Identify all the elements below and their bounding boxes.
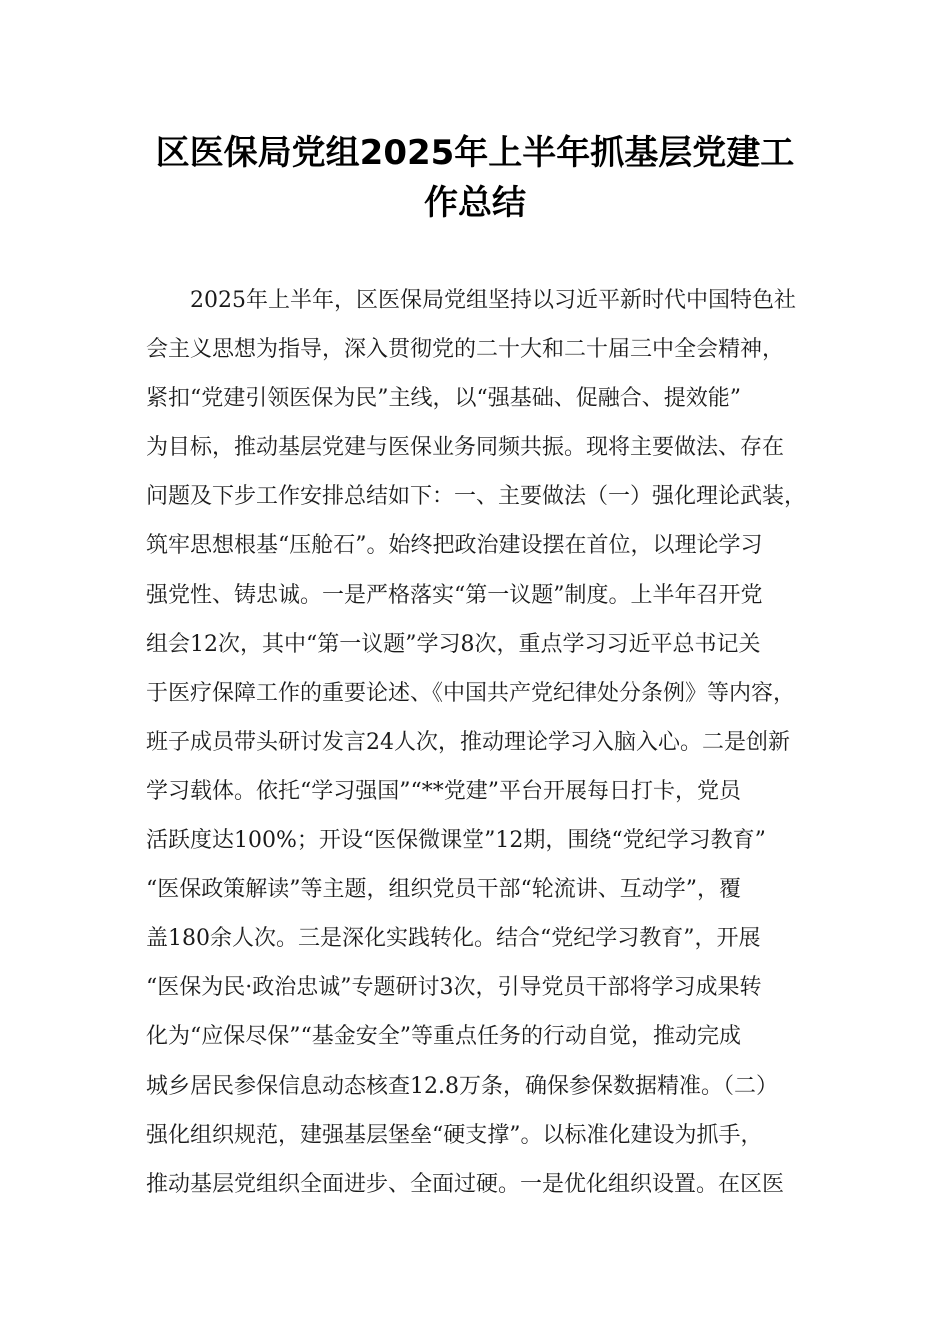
- body-line-4: 为目标，推动基层党建与医保业务同频共振。现将主要做法、存在: [146, 435, 785, 461]
- body-line-5: 问题及下步工作安排总结如下：一、主要做法（一）强化理论武装，: [146, 484, 807, 510]
- title-line-2: 作总结: [424, 183, 526, 223]
- body-line-12: 活跃度达100%；开设“医保微课堂”12期，围绕“党纪学习教育”: [146, 828, 766, 854]
- body-line-9: 于医疗保障工作的重要论述、《中国共产党纪律处分条例》等内容，: [146, 680, 796, 706]
- body-line-18: 强化组织规范，建强基层堡垒“硬支撑”。以标准化建设为抓手，: [146, 1122, 763, 1148]
- body-line-1: 2025年上半年，区医保局党组坚持以习近平新时代中国特色社: [190, 288, 796, 313]
- document-body: [146, 282, 826, 1215]
- body-line-10: 班子成员带头研讨发言24人次，推动理论学习入脑入心。二是创新: [146, 729, 790, 755]
- body-line-11: 学习载体。依托“学习强国”“**党建”平台开展每日打卡，党员: [146, 778, 741, 804]
- body-line-2: 会主义思想为指导，深入贯彻党的二十大和二十届三中全会精神，: [146, 337, 785, 363]
- document-title: [130, 128, 820, 228]
- body-line-15: “医保为民·政治忠诚”专题研讨3次，引导党员干部将学习成果转: [146, 975, 762, 1001]
- body-line-19: 推动基层党组织全面进步、全面过硬。一是优化组织设置。在区医: [146, 1171, 785, 1197]
- body-line-13: “医保政策解读”等主题，组织党员干部“轮流讲、互动学”，覆: [146, 877, 741, 903]
- body-line-17: 城乡居民参保信息动态核查12.8万条，确保参保数据精准。（二）: [146, 1073, 778, 1099]
- body-line-3: 紧扣“党建引领医保为民”主线，以“强基础、促融合、提效能”: [146, 386, 741, 412]
- body-line-16: 化为“应保尽保”“基金安全”等重点任务的行动自觉，推动完成: [146, 1024, 741, 1050]
- body-line-6: 筑牢思想根基“压舱石”。始终把政治建设摆在首位，以理论学习: [146, 533, 763, 559]
- body-line-7: 强党性、铸忠诚。一是严格落实“第一议题”制度。上半年召开党: [146, 582, 763, 608]
- title-line-1: 区医保局党组2025年上半年抓基层党建工: [155, 133, 795, 173]
- body-line-14: 盖180余人次。三是深化实践转化。结合“党纪学习教育”，开展: [146, 926, 761, 952]
- body-line-8: 组会12次，其中“第一议题”学习8次，重点学习习近平总书记关: [146, 631, 761, 657]
